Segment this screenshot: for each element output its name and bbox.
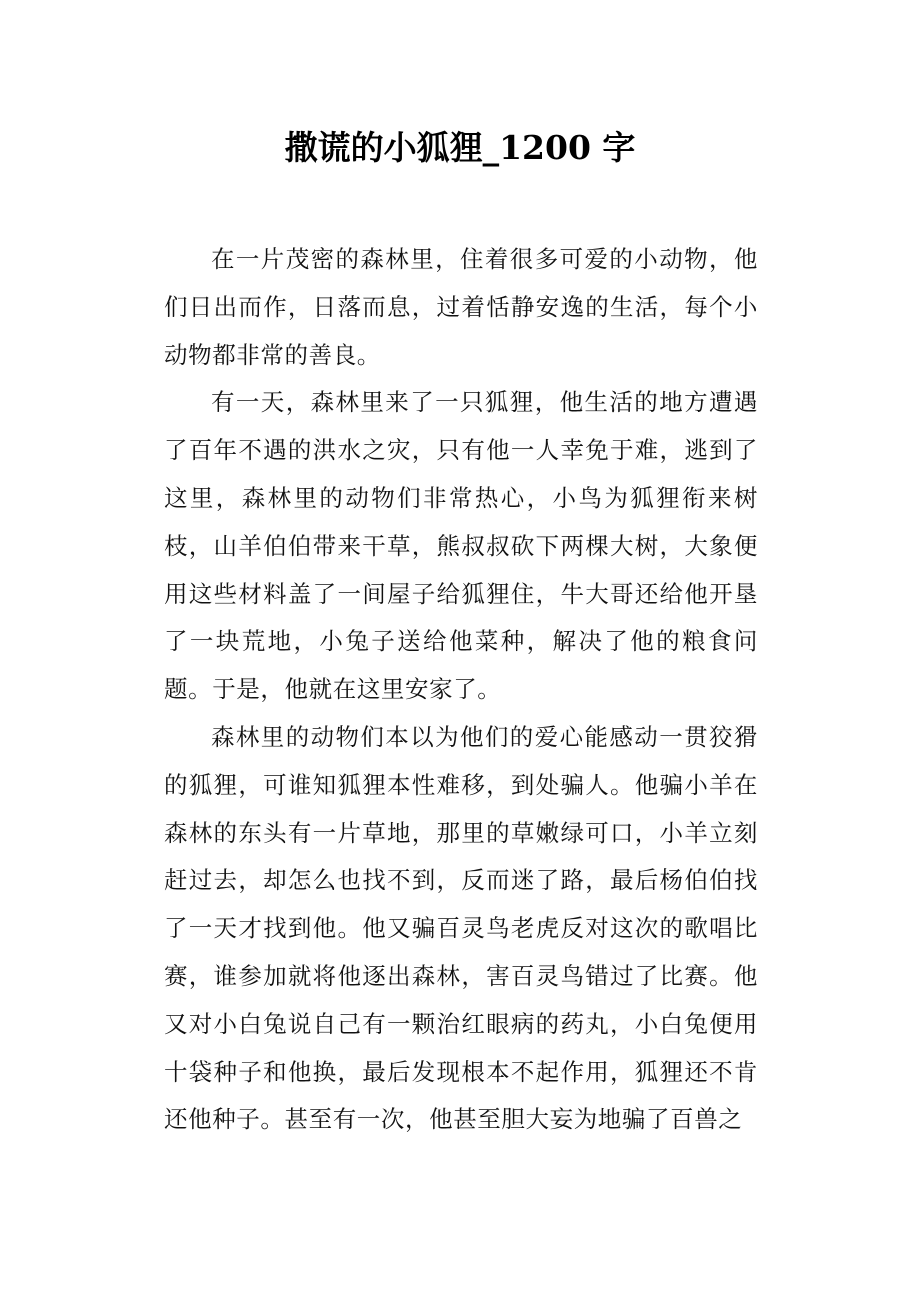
paragraph-2: 有一天，森林里来了一只狐狸，他生活的地方遭遇了百年不遇的洪水之灾，只有他一人幸免于难，逃到了这里，森林里的动物们非常热心，小鸟为狐狸衔来树枝，山羊伯伯带来干草，熊叔叔砍下两棵大树，大象便用这些材料盖了一间屋子给狐狸住，牛大哥还给他开垦了一块荒地，小兔子送给他菜种，解决了他的粮食问题。于是，他就在这里安家了。 <box>164 388 758 704</box>
document-title: 撒谎的小狐狸_1200 字 <box>284 128 636 167</box>
paragraph-1: 在一片茂密的森林里，住着很多可爱的小动物，他们日出而作，日落而息，过着恬静安逸的生活，每个小动物都非常的善良。 <box>164 245 758 369</box>
paragraph-3: 森林里的动物们本以为他们的爱心能感动一贯狡猾的狐狸，可谁知狐狸本性难移，到处骗人。他骗小羊在森林的东头有一片草地，那里的草嫩绿可口，小羊立刻赶过去，却怎么也找不到，反而迷了路，最后杨伯伯找了一天才找到他。他又骗百灵鸟老虎反对这次的歌唱比赛，谁参加就将他逐出森林，害百灵鸟错过了比赛。他又对小白兔说自己有一颗治红眼病的药丸，小白兔便用十袋种子和他换，最后发现根本不起作用，狐狸还不肯还他种子。甚至有一次，他甚至胆大妄为地骗了百兽之 <box>164 722 758 1134</box>
document-body <box>164 236 758 1144</box>
